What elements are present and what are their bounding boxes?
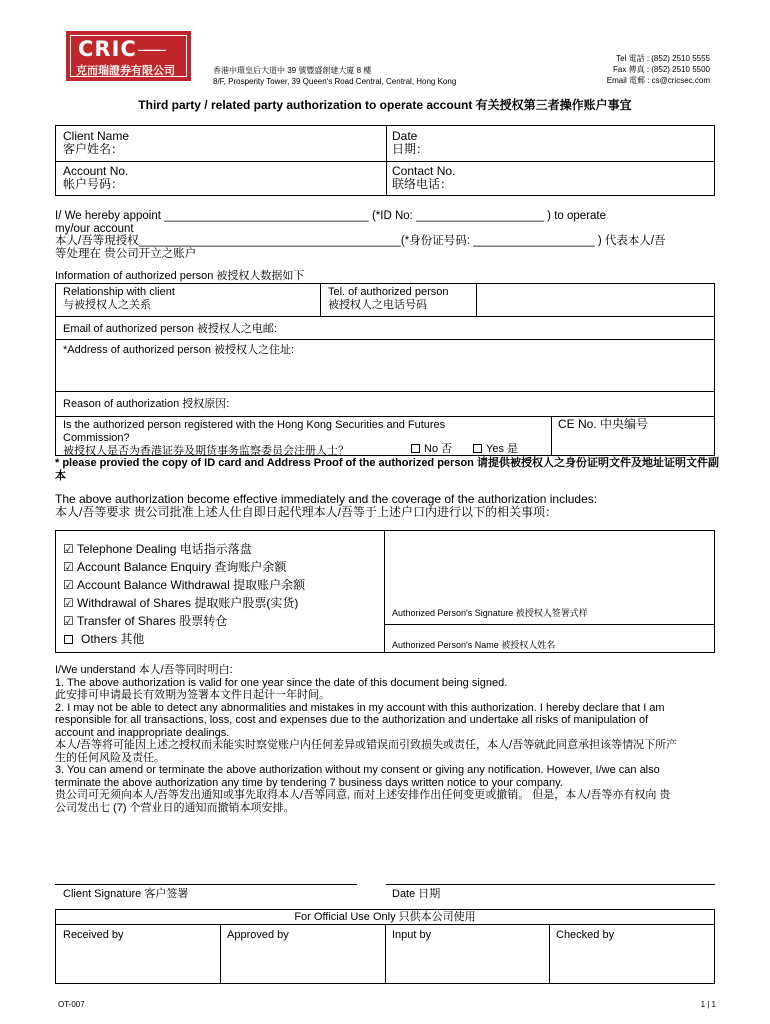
id-proof-note: * please provied the copy of ID card and Address Proof of the authorized person 请提供被授权人之身份证明文件及地址证明文件副本 [55, 457, 719, 482]
checkbox-checked-icon[interactable]: ☑ [63, 614, 74, 628]
logo-text: CRIC [78, 37, 137, 61]
appoint-paragraph [55, 210, 717, 260]
coverage-item-1[interactable]: ☑ Telephone Dealing 电话指示落盘 [63, 542, 252, 556]
term-3-zh-a: 贵公司可无须向本人/吾等发出通知或事先取得本人/吾等同意, 而对上述安排作出任何变更或撤销。 但是，本人/吾等亦有权向 贵 [55, 789, 671, 801]
authorized-info-table [55, 283, 715, 456]
checkbox-icon[interactable] [411, 444, 420, 453]
contact-label-zh: 联络电话： [392, 177, 453, 191]
checkbox-icon[interactable] [64, 635, 73, 644]
terms [55, 664, 723, 814]
authorized-info-label: Information of authorized person 被授权人数据如下 [55, 270, 305, 282]
client-name-label-zh: 客户姓名： [63, 142, 124, 156]
official-use-table [55, 909, 715, 984]
address-zh: 香港中環皇后大道中 39 號豐盛創建大廈 8 樓 [213, 66, 372, 75]
company-contact [590, 53, 710, 86]
coverage-item-3[interactable]: ☑ Account Balance Withdrawal 提取账户余额 [63, 578, 306, 592]
received-by-field[interactable]: Received by [63, 929, 124, 941]
checked-by-field[interactable]: Checked by [556, 929, 615, 941]
fax: Fax 傳真 : (852) 2510 5500 [613, 65, 710, 74]
term-1-zh: 此安排可申请最长有效期为签署本文件日起计一年时间。 [55, 689, 330, 701]
client-info-table [55, 125, 715, 196]
logo-fineprint-icon: ▬▬▬▬▬▬▬ [138, 47, 166, 52]
official-use-title: For Official Use Only 只供本公司使用 [294, 911, 476, 923]
term-2-en-c: account and inappropriate dealings. [55, 726, 230, 739]
authorized-tel-label: Tel. of authorized person [328, 286, 449, 298]
coverage-intro [55, 493, 723, 519]
client-signature-line[interactable] [55, 884, 357, 885]
term-1-en: 1. The above authorization is valid for one year since the date of this document being signed. [55, 676, 508, 689]
coverage-table [55, 530, 715, 653]
authorized-signature-field[interactable]: Authorized Person's Signature 被授权人签署式样 [392, 608, 588, 618]
account-label: Account No. [63, 164, 129, 178]
client-name-label: Client Name [63, 129, 130, 143]
company-logo [66, 31, 191, 81]
form-code: OT-007 [58, 1000, 85, 1009]
appoint-line-4: 等处理在 贵公司开立之账户 [55, 247, 197, 260]
date-field[interactable] [392, 130, 428, 156]
logo-subtext: 克而瑞證券有限公司 [76, 64, 175, 77]
term-3-en-a: 3. You can amend or terminate the above authorization without my consent or giving any notification. However, I/we can also [55, 764, 660, 776]
client-signature-label: Client Signature 客户签署 [63, 888, 189, 900]
account-no-field[interactable] [63, 165, 128, 191]
authorized-tel-label-zh: 被授权人之电话号码 [328, 299, 427, 311]
reason-field[interactable]: Reason of authorization 授权原因: [63, 398, 230, 410]
term-3-zh-b: 公司发出七 (7) 个营业日的通知而撤销本项安排。 [55, 801, 295, 814]
company-address [213, 65, 456, 87]
no-option[interactable]: No 否 [411, 443, 452, 456]
term-2-zh-a: 本人/吾等将可能因上述之授权而未能实时察觉账户内任何差异或错误而引致损失或责任，本人/吾等就此同意承担该等情况下所产 [55, 739, 678, 751]
appoint-line-1[interactable]: I/ We hereby appoint ________________________________ (*ID No: ____________________ ) to operate [55, 210, 606, 222]
email: Email 電郵 : cs@cricsec.com [606, 76, 710, 85]
yes-option[interactable]: Yes 是 [473, 443, 518, 456]
term-3-en-b: terminate the above authorization any time by tendering 7 business days written notice to your company. [55, 776, 563, 789]
coverage-item-6[interactable]: Others 其他 [63, 630, 305, 648]
term-2-en-b: responsible for all transactions, loss, cost and expenses due to the authorization and undertake all risks of manipulation of [55, 714, 649, 726]
registered-question-zh: 被授权人是否为香港证券及期货事务监察委员会注册人士？ [63, 445, 349, 457]
page-number: 1 | 1 [700, 1000, 716, 1009]
input-by-field[interactable]: Input by [392, 929, 432, 941]
date-signature-line[interactable] [386, 884, 715, 885]
appoint-line-3[interactable]: 本人/吾等現授权_________________________________________(*身份证号码: ___________________ ) 代表本人/吾 [55, 235, 666, 247]
authorized-email-field[interactable]: Email of authorized person 被授权人之电邮: [63, 323, 277, 335]
relationship-label: Relationship with client [63, 286, 175, 298]
checkbox-icon[interactable] [473, 444, 482, 453]
account-label-zh: 帐户号码： [63, 177, 124, 191]
authorized-tel-field[interactable] [328, 286, 448, 312]
coverage-intro-zh: 本人/吾等要求 贵公司批准上述人仕自即日起代理本人/吾等于上述户口内进行以下的相关事项： [55, 505, 558, 519]
coverage-item-4[interactable]: ☑ Withdrawal of Shares 提取账户股票(实货) [63, 596, 299, 610]
address-en: 8/F, Prosperity Tower, 39 Queen's Road Central, Central, Hong Kong [213, 77, 457, 86]
registered-question-en: Is the authorized person registered with the Hong Kong Securities and Futures Commission? [63, 419, 446, 444]
checkbox-checked-icon[interactable]: ☑ [63, 578, 74, 592]
ce-no-field[interactable]: CE No. 中央编号 [558, 417, 649, 431]
client-name-field[interactable] [63, 130, 129, 156]
contact-label: Contact No. [392, 164, 456, 178]
date-label-zh: 日期： [392, 142, 429, 156]
checkbox-checked-icon[interactable]: ☑ [63, 560, 74, 574]
date-label: Date [392, 129, 418, 143]
term-2-en-a: 2. I may not be able to detect any abnormalities and mistakes in my account with this authorization. I hereby declare that I am [55, 701, 665, 714]
contact-no-field[interactable] [392, 165, 455, 191]
authorized-address-field[interactable]: *Address of authorized person 被授权人之住址: [63, 344, 295, 356]
terms-intro: I/We understand 本人/吾等同时明白: [55, 664, 233, 676]
coverage-item-2[interactable]: ☑ Account Balance Enquiry 查询账户余额 [63, 560, 287, 574]
authorized-name-field[interactable]: Authorized Person's Name 被授权人姓名 [392, 640, 556, 650]
page-title: Third party / related party authorization to operate account 有关授权第三者操作账户事宜 [138, 98, 632, 112]
coverage-item-5[interactable]: ☑ Transfer of Shares 股票转仓 [63, 614, 228, 628]
term-2-zh-b: 生的任何风险及责任。 [55, 751, 165, 764]
appoint-line-2: my/our account [55, 222, 134, 235]
coverage-intro-en: The above authorization become effective immediately and the coverage of the authorization includes: [55, 492, 598, 506]
coverage-list [63, 540, 305, 648]
tel: Tel 電話 : (852) 2510 5555 [616, 54, 710, 63]
approved-by-field[interactable]: Approved by [227, 929, 289, 941]
checkbox-checked-icon[interactable]: ☑ [63, 596, 74, 610]
relationship-label-zh: 与被授权人之关系 [63, 299, 151, 311]
checkbox-checked-icon[interactable]: ☑ [63, 542, 74, 556]
relationship-field[interactable] [63, 286, 175, 312]
signature-date-label: Date 日期 [392, 888, 441, 900]
